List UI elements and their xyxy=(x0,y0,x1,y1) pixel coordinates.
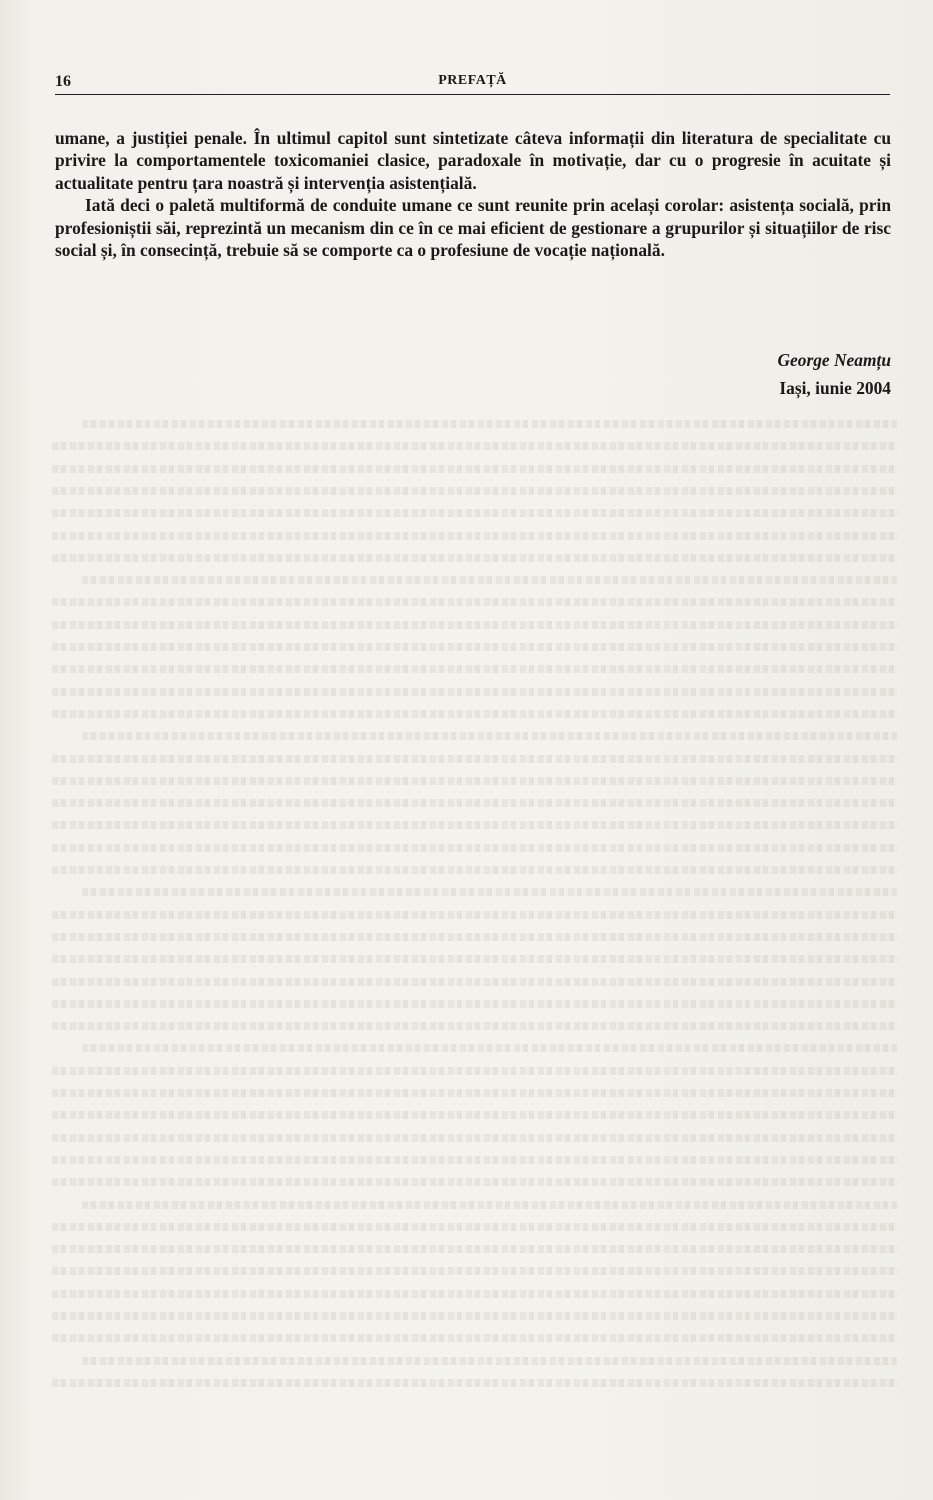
bleed-line xyxy=(82,1201,897,1209)
bleed-line xyxy=(52,1267,897,1275)
page-number: 16 xyxy=(55,73,71,90)
bleed-line xyxy=(82,1357,897,1365)
bleed-line xyxy=(52,665,897,673)
bleed-line xyxy=(52,688,897,696)
place-date: Iași, iunie 2004 xyxy=(779,378,891,398)
bleed-line xyxy=(52,1089,897,1097)
bleed-line xyxy=(52,1334,897,1342)
bleed-line xyxy=(82,576,897,584)
body-text xyxy=(55,127,891,261)
bleed-line xyxy=(52,487,897,495)
bleed-line xyxy=(52,442,897,450)
bleed-line xyxy=(52,821,897,829)
bleed-line xyxy=(52,799,897,807)
bleed-line xyxy=(52,755,897,763)
bleed-line xyxy=(52,621,897,629)
author-name: George Neamțu xyxy=(777,350,891,370)
bleed-line xyxy=(52,844,897,852)
bleed-line xyxy=(52,598,897,606)
bleed-line xyxy=(52,1379,897,1387)
bleed-line xyxy=(52,1178,897,1186)
bleed-line xyxy=(52,1245,897,1253)
bleed-line xyxy=(52,1000,897,1008)
bleed-line xyxy=(82,420,897,428)
bleed-line xyxy=(52,1111,897,1119)
bleed-line xyxy=(52,710,897,718)
bleed-line xyxy=(52,554,897,562)
bleed-line xyxy=(52,911,897,919)
paragraph: umane, a justiției penale. În ultimul capitol sunt sintetizate câteva informații din literatura de specialitate cu privire la comportamentele toxicomaniei clasice, paradoxale în motivație, dar cu o progresie în acuitate și actualitate pentru țara noastră și intervenția asistențială. xyxy=(55,128,891,193)
running-title: PREFAȚĂ xyxy=(438,73,507,88)
bleed-line xyxy=(52,1312,897,1320)
bleed-line xyxy=(52,509,897,517)
signature-block xyxy=(777,346,891,402)
bleed-line xyxy=(52,465,897,473)
bleed-line xyxy=(52,866,897,874)
bleed-line xyxy=(82,1044,897,1052)
bleed-line xyxy=(52,1022,897,1030)
bleed-line xyxy=(52,1156,897,1164)
bleed-line xyxy=(52,1223,897,1231)
bleed-line xyxy=(52,1067,897,1075)
bleed-line xyxy=(52,1290,897,1298)
bleed-line xyxy=(82,888,897,896)
bleed-line xyxy=(52,643,897,651)
bleed-line xyxy=(52,777,897,785)
bleed-line xyxy=(52,1134,897,1142)
page-header xyxy=(55,72,890,95)
bleed-line xyxy=(52,955,897,963)
paragraph: Iată deci o paletă multiformă de conduite umane ce sunt reunite prin același corolar: asistența socială, prin profesioniștii săi, reprezintă un mecanism din ce în ce mai eficient de gestionare a grupurilor și situațiilor de risc social și, în consecință, trebuie să se comporte ca o profesiune de vocație națională. xyxy=(55,195,891,261)
bleed-line xyxy=(52,933,897,941)
bleed-line xyxy=(52,978,897,986)
bleed-line xyxy=(82,732,897,740)
bleed-line xyxy=(52,532,897,540)
bleed-through-texture xyxy=(52,420,897,1420)
